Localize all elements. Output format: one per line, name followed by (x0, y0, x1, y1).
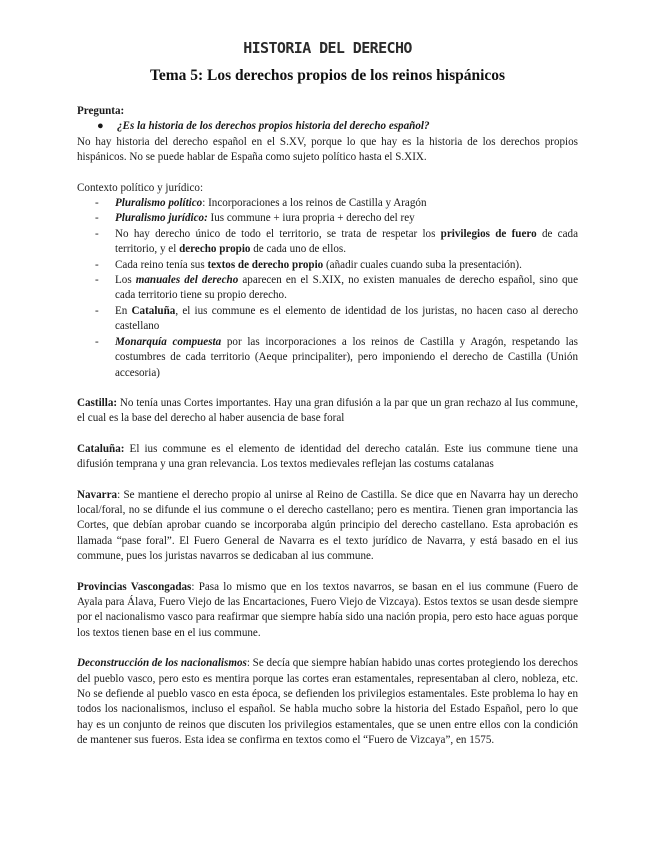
contexto-label: Contexto político y jurídico: (77, 181, 204, 194)
document-header: HISTORIA DEL DERECHO (243, 39, 412, 57)
contexto-list (77, 196, 578, 381)
list-item: - Pluralismo jurídico: Ius commune + iura propria + derecho del rey (95, 212, 415, 225)
list-item: - En Cataluña, el ius commune es el elemento de identidad de los juristas, no hacen caso al derecho castellano (95, 304, 578, 333)
page-title: Tema 5: Los derechos propios de los reinos hispánicos (149, 67, 506, 84)
question-text: ¿Es la historia de los derechos propios historia del derecho español? (117, 120, 430, 133)
pregunta-answer: No hay historia del derecho español en el S.XV, porque lo que hay es la historia de los derechos propios hispánicos. No se puede hablar de España como sujeto político hasta el S.XIX. (77, 135, 578, 164)
document-body (77, 104, 578, 749)
bullet-icon: ● (97, 120, 104, 133)
list-item: - Los manuales del derecho aparecen en el S.XIX, no existen manuales de derecho español, sino que cada territorio tiene su propio derecho. (95, 274, 579, 302)
list-item: - Cada reino tenía sus textos de derecho propio (añadir cuales cuando suba la presentación). (95, 258, 522, 271)
list-item: - No hay derecho único de todo el territorio, se trata de respetar los privilegios de fuero de cada territorio, y el derecho propio de cada uno de ellos. (95, 227, 578, 256)
section-deconstruccion: Deconstrucción de los nacionalismos: Se decía que siempre habían habido unas cortes protegiendo los derechos del pueblo vasco, pero esto es mentira porque las cortes eran estamentales, representaban al clero, nobleza, etc. No se defiende al pueblo vasco en esta época, se defienden los privilegios estamentales. Este problema lo hay en todos los nacionalismos, incluso el español. Se habla mucho sobre la historia del Estado Español, pero lo que hay es un conjunto de reinos que discuten los privilegios estamentales, que se unen entre ellos con la condición de mantener sus fueros. Esta idea se confirma en textos como el “Fuero de Vizcaya”, en 1575. (77, 657, 578, 747)
section-castilla: Castilla: No tenía unas Cortes importantes. Hay una gran difusión a la par que un gran rechazo al Ius commune, el cual es la base del derecho al haber ausencia de base foral (77, 396, 578, 425)
list-item: - Pluralismo político: Incorporaciones a los reinos de Castilla y Aragón (95, 197, 427, 210)
section-vascongadas: Provincias Vascongadas: Pasa lo mismo que en los textos navarros, se basan en el ius commune (Fuero de Ayala para Álava, Fuero Viejo de las Encartaciones, Fuero Viejo de Vizcaya). Estos textos se usan desde siempre por el nacionalismo vasco para reafirmar que siempre había sido una nación propia, pero esto hace aguas porque los textos tienen base en el ius commune. (77, 580, 578, 639)
pregunta-question (77, 119, 578, 134)
pregunta-label: Pregunta: (77, 105, 125, 117)
section-cataluna: Cataluña: El ius commune es el elemento de identidad del derecho catalán. Este ius commune tiene una difusión temprana y una gran relevancia. Los textos medievales reflejan las costums catalanas (77, 442, 578, 471)
list-item: - Monarquía compuesta por las incorporaciones a los reinos de Castilla y Aragón, respetando las costumbres de cada territorio (Aeque principaliter), pero imponiendo el derecho de Castilla (Unión accesoria) (95, 335, 578, 379)
section-navarra: Navarra: Se mantiene el derecho propio al unirse al Reino de Castilla. Se dice que en Navarra hay un derecho local/foral, no se difunde el ius commune o el derecho castellano; pero es mentira. Tienen gran importancia las Cortes, que debían aprobar cuando se incorporaba algún principio del derecho castellano. Esta aprobación es llamada “pase foral”. El Fuero General de Navarra es el texto jurídico de Navarra, y está basado en el ius commune, pues los juristas navarros se dedicaban al ius commune. (77, 488, 578, 563)
